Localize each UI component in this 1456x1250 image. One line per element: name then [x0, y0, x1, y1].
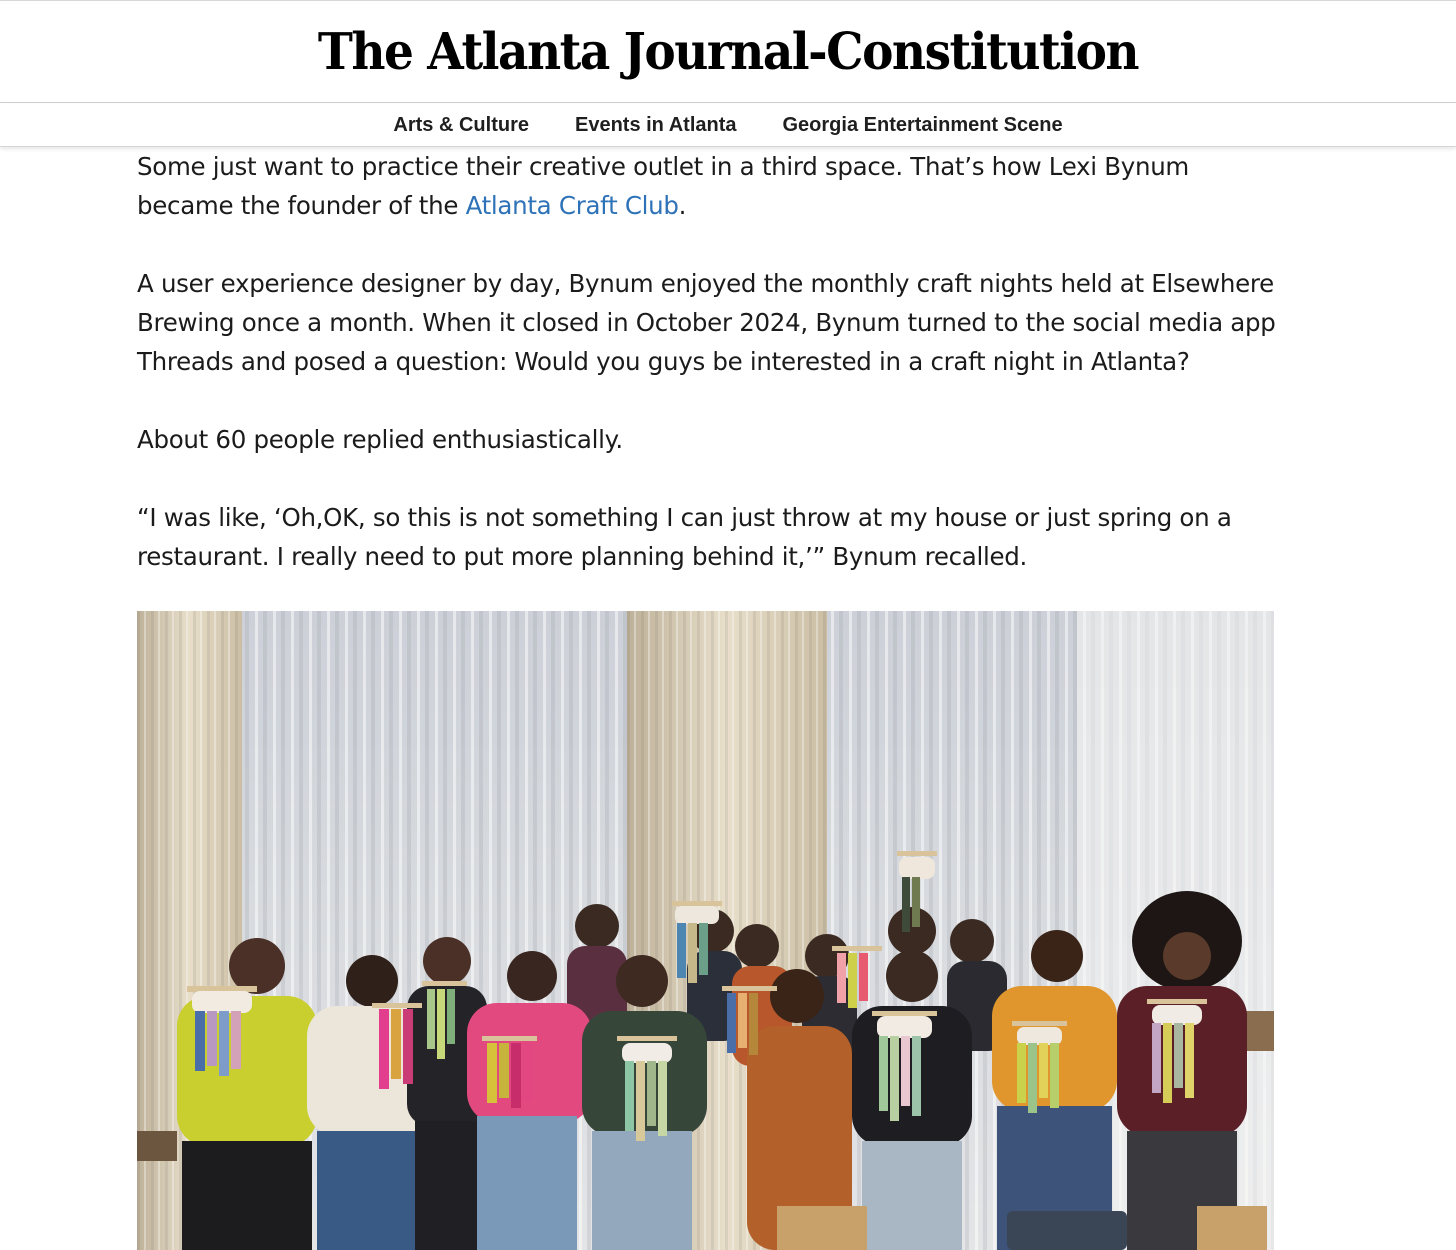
nav-georgia-entertainment-scene[interactable]: Georgia Entertainment Scene [782, 113, 1063, 136]
paper-bag [777, 1206, 867, 1250]
paragraph-text: Some just want to practice their creative outlet in a third space. That’s how Lexi Bynum became the founder of the [137, 152, 1189, 220]
article-body [137, 147, 1277, 615]
article-paragraph-2: A user experience designer by day, Bynum enjoyed the monthly craft nights held at Elsewhere Brewing once a month. When it closed in October 2024, Bynum turned to the social media app Threads and posed a question: Would you guys be interested in a craft night in Atlanta? [137, 269, 1276, 376]
article-paragraph-1 [137, 147, 1277, 225]
nav-arts-culture[interactable]: Arts & Culture [393, 113, 529, 136]
article-paragraph-3: About 60 people replied enthusiastically. [137, 425, 623, 454]
paragraph-text: . [678, 191, 687, 220]
article-paragraph-4: “I was like, ‘Oh,OK, so this is not something I can just throw at my house or just spring on a restaurant. I really need to put more planning behind it,’” Bynum recalled. [137, 503, 1232, 571]
masthead [0, 0, 1456, 103]
site-logo[interactable]: The Atlanta Journal-Constitution [317, 22, 1139, 83]
atlanta-craft-club-link[interactable]: Atlanta Craft Club [465, 191, 679, 220]
article-photo-group-with-weavings [137, 611, 1274, 1250]
section-nav [0, 104, 1456, 147]
nav-events-in-atlanta[interactable]: Events in Atlanta [574, 113, 737, 136]
